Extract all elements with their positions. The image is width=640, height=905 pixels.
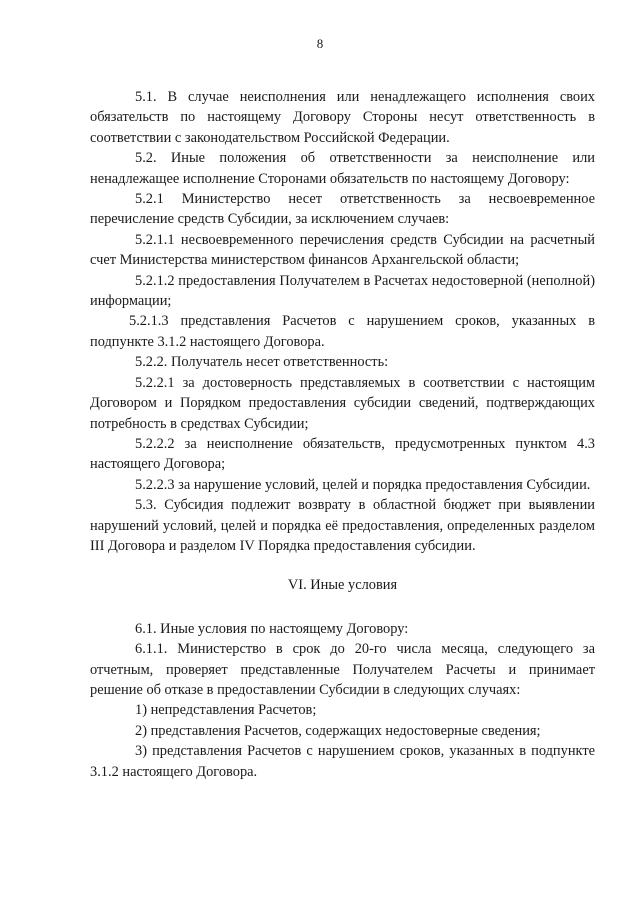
paragraph-5-2-1-1: 5.2.1.1 несвоевременного перечисления средств Субсидии на расчетный счет Министерства министерством финансов Архангельской области; [90,231,595,269]
paragraph-5-2-2: 5.2.2. Получатель несет ответственность: [135,354,389,371]
paragraph-5-2: 5.2. Иные положения об ответственности за неисполнение или ненадлежащее исполнение Сторонами обязательств по настоящему Договору: [90,150,595,187]
page-number: 8 [316,36,324,51]
paragraph-5-3: 5.3. Субсидия подлежит возврату в областной бюджет при выявлении нарушений условий, целей и порядка её предоставления, определенных разделом III Договора и разделом IV Порядка предоставления субсидии. [90,497,595,554]
paragraph-5-2-2-1: 5.2.2.1 за достоверность представляемых в соответствии с настоящим Договором и Порядком предоставления субсидии сведений, подтверждающих потребность в средствах Субсидии; [90,374,595,432]
section-heading: VI. Иные условия [287,577,398,594]
list-item-3: 3) представления Расчетов с нарушением сроков, указанных в подпункте 3.1.2 настоящего Договора. [90,743,595,780]
paragraph-5-2-2-3: 5.2.2.3 за нарушение условий, целей и порядка предоставления Субсидии. [135,476,591,493]
paragraph-6-1: 6.1. Иные условия по настоящему Договору: [135,620,409,637]
paragraph-5-2-1-2: 5.2.1.2 предоставления Получателем в Расчетах недостоверной (неполной) информации; [90,272,595,310]
list-item-2: 2) представления Расчетов, содержащих недостоверные сведения; [135,722,541,739]
paragraph-5-2-1-3: 5.2.1.3 представления Расчетов с нарушением сроков, указанных в подпункте 3.1.2 настоящего Договора. [90,313,595,350]
list-item-1: 1) непредставления Расчетов; [135,702,317,719]
paragraph-5-1: 5.1. В случае неисполнения или ненадлежащего исполнения своих обязательств по настоящему Договору Стороны несут ответственность в соответствии с законодательством Российской Федерации. [90,89,595,146]
paragraph-6-1-1: 6.1.1. Министерство в срок до 20-го числа месяца, следующего за отчетным, проверяет представленные Получателем Расчеты и принимает решение об отказе в предоставлении Субсидии в следующих случаях: [90,641,595,698]
paragraph-5-2-1: 5.2.1 Министерство несет ответственность за несвоевременное перечисление средств Субсидии, за исключением случаев: [90,191,595,228]
paragraph-5-2-2-2: 5.2.2.2 за неисполнение обязательств, предусмотренных пунктом 4.3 настоящего Договора; [90,435,595,473]
document-body [90,87,595,782]
